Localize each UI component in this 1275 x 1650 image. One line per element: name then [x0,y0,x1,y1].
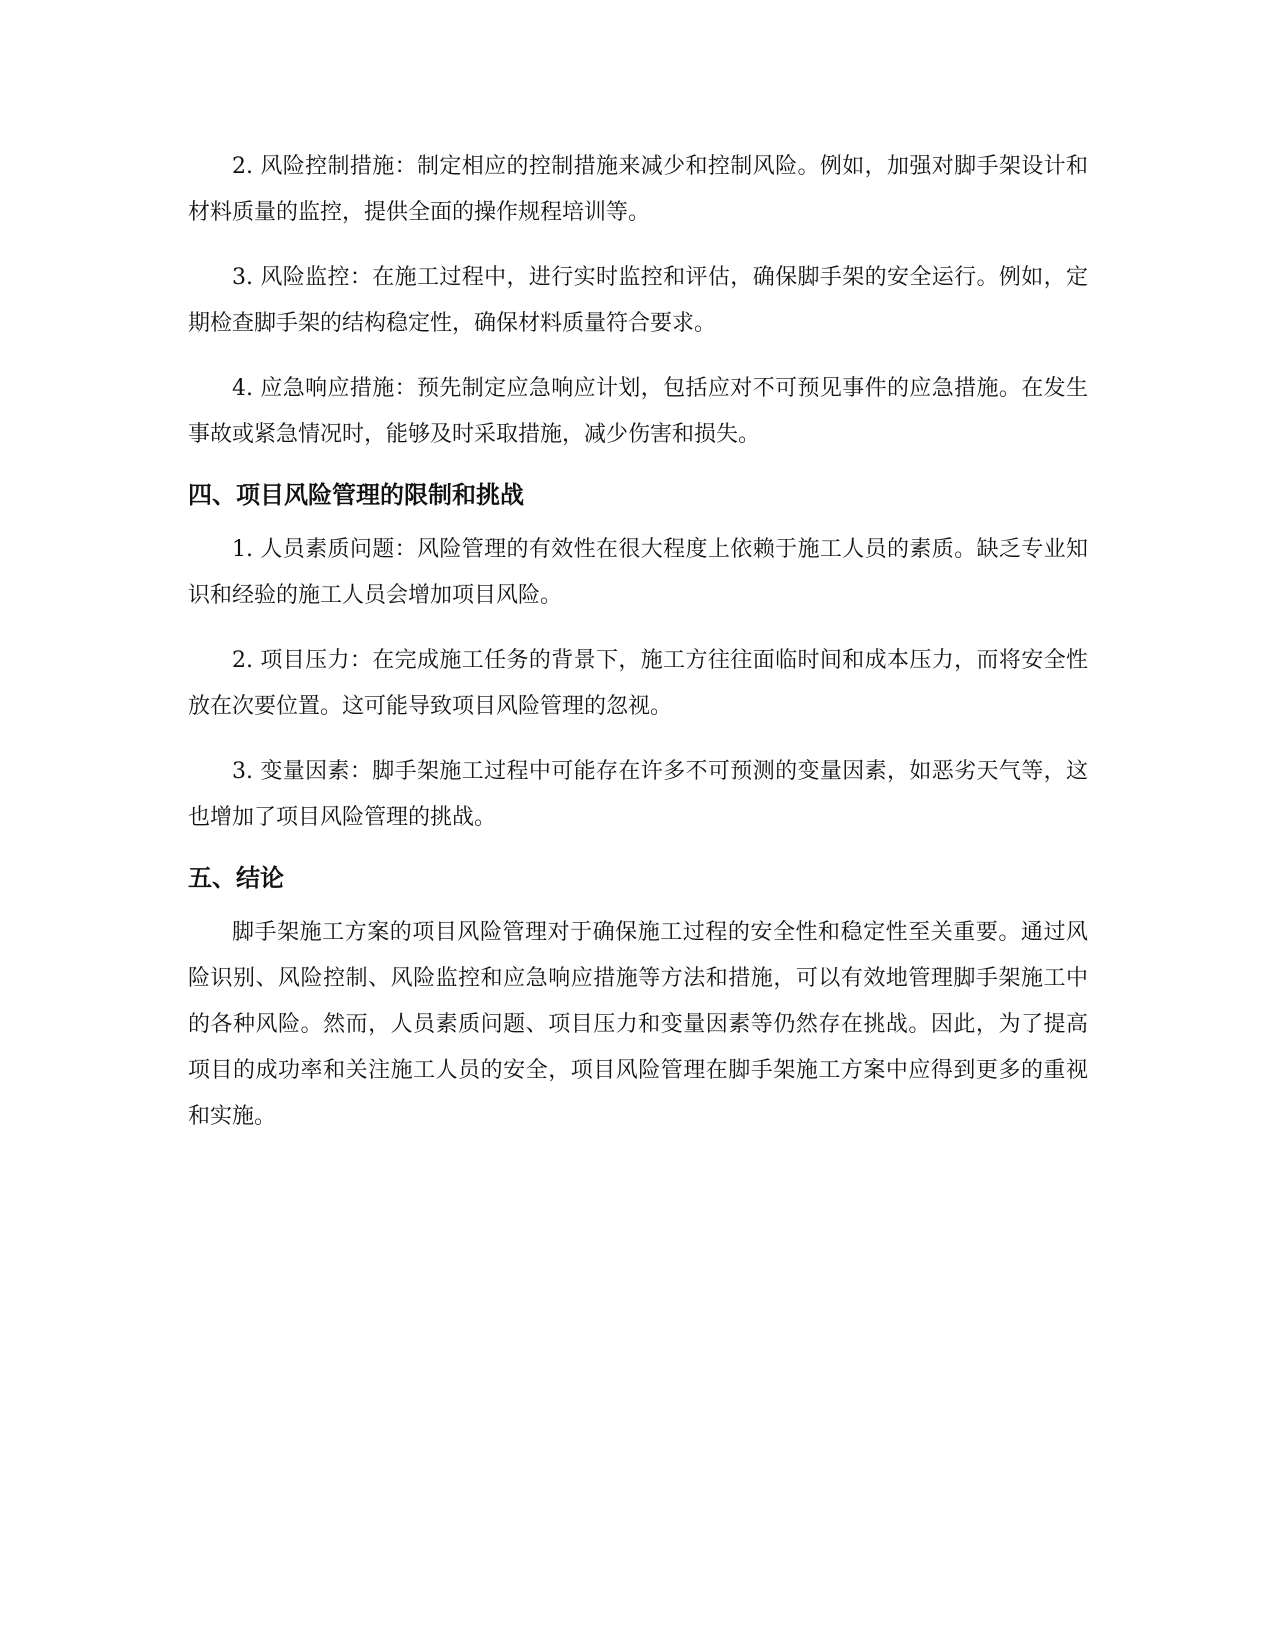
conclusion-paragraph: 脚手架施工方案的项目风险管理对于确保施工过程的安全性和稳定性至关重要。通过风险识别、风险控制、风险监控和应急响应措施等方法和措施，可以有效地管理脚手架施工中的各种风险。然而，人员素质问题、项目压力和变量因素等仍然存在挑战。因此，为了提高项目的成功率和关注施工人员的安全，项目风险管理在脚手架施工方案中应得到更多的重视和实施。 [188,920,1088,1129]
section-five-heading: 五、结论 [188,864,284,892]
risk-monitoring-paragraph: 3. 风险监控：在施工过程中，进行实时监控和评估，确保脚手架的安全运行。例如，定期检查脚手架的结构稳定性，确保材料质量符合要求。 [188,265,1088,336]
project-pressure-paragraph: 2. 项目压力：在完成施工任务的背景下，施工方往往面临时间和成本压力，而将安全性放在次要位置。这可能导致项目风险管理的忽视。 [188,648,1088,719]
variable-factors-paragraph: 3. 变量因素：脚手架施工过程中可能存在许多不可预测的变量因素，如恶劣天气等，这也增加了项目风险管理的挑战。 [188,759,1088,830]
document-body [188,144,1088,1159]
risk-control-paragraph: 2. 风险控制措施：制定相应的控制措施来减少和控制风险。例如，加强对脚手架设计和材料质量的监控，提供全面的操作规程培训等。 [188,154,1088,225]
emergency-response-paragraph: 4. 应急响应措施：预先制定应急响应计划，包括应对不可预见事件的应急措施。在发生事故或紧急情况时，能够及时采取措施，减少伤害和损失。 [188,376,1088,447]
section-four-heading: 四、项目风险管理的限制和挑战 [188,481,524,509]
personnel-quality-paragraph: 1. 人员素质问题：风险管理的有效性在很大程度上依赖于施工人员的素质。缺乏专业知识和经验的施工人员会增加项目风险。 [188,537,1088,608]
